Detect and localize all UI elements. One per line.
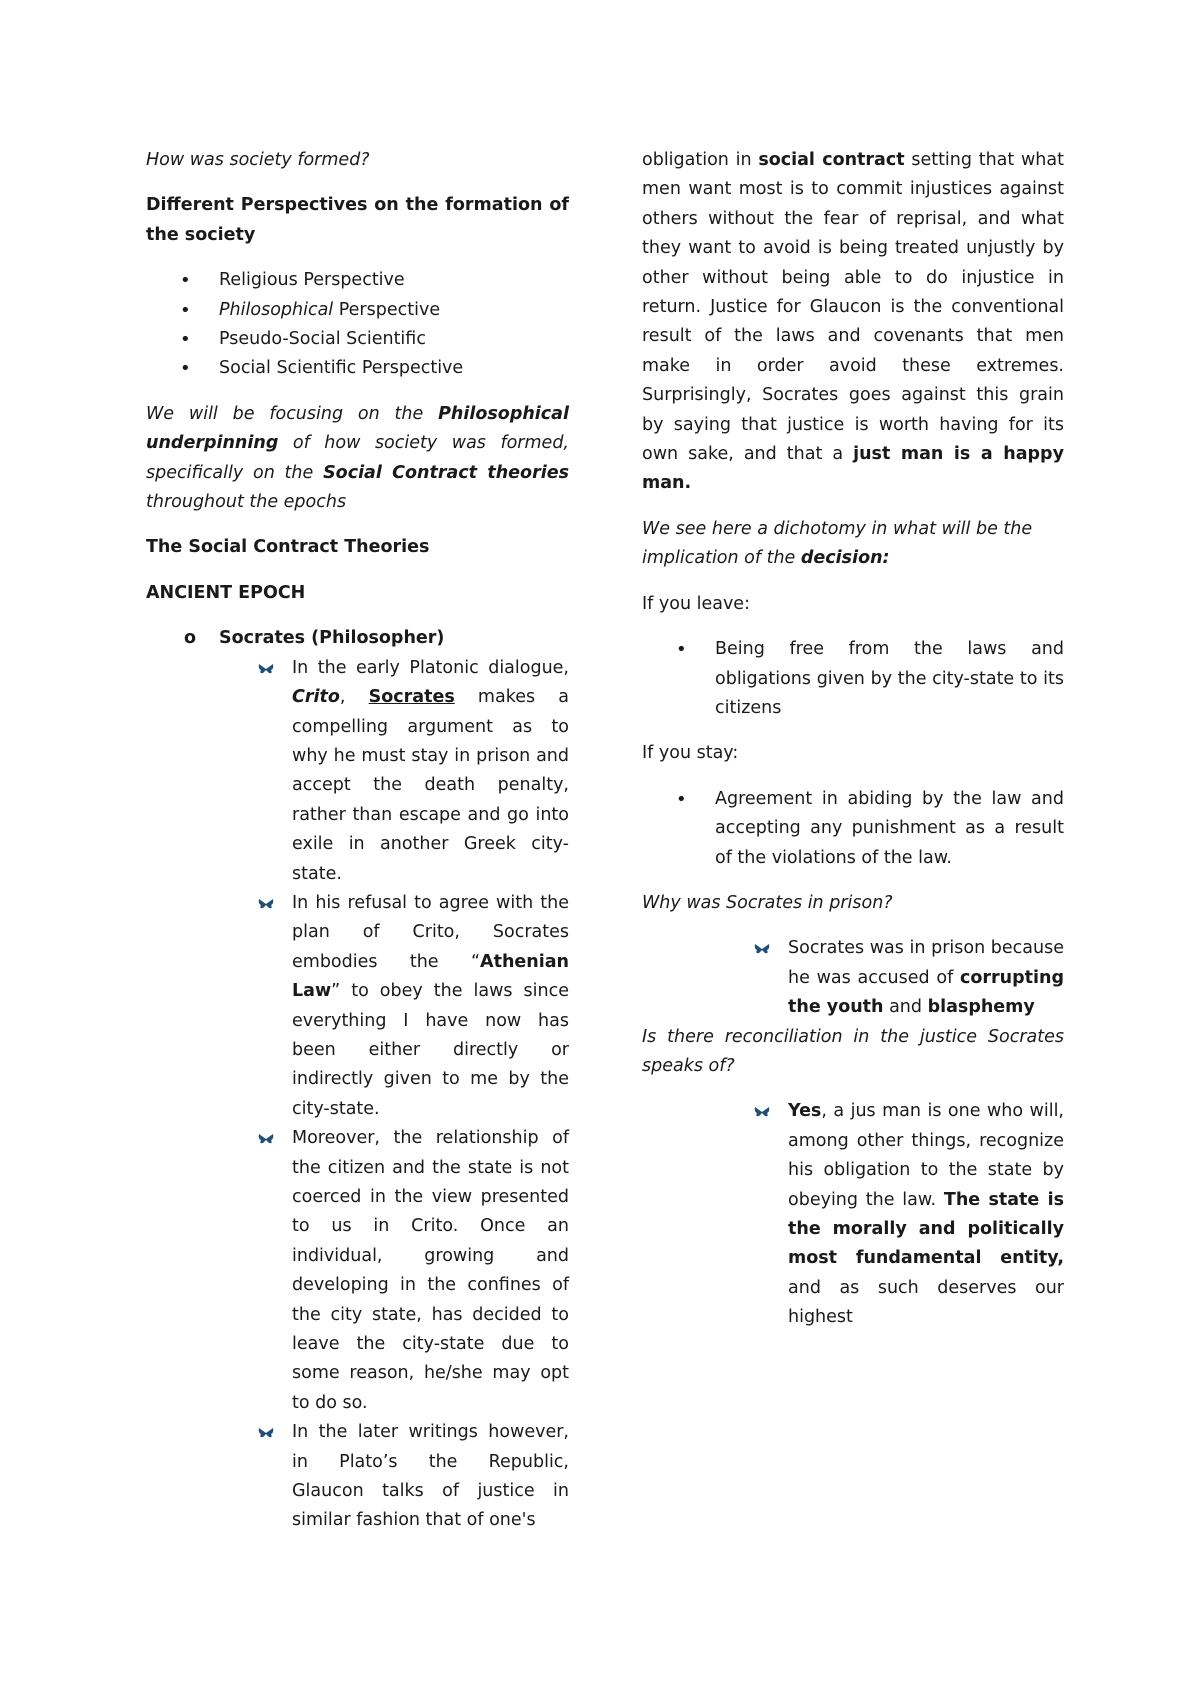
philosopher-heading: o Socrates (Philosopher) — [146, 624, 569, 653]
list-item: • Being free from the laws and obligations given by the city-state to its citizens — [642, 635, 1064, 723]
question-heading: How was society formed? — [146, 150, 370, 170]
butterfly-bullet-icon — [754, 943, 770, 955]
stay-list — [642, 785, 1064, 873]
why-answer-list — [642, 934, 1064, 1022]
theories-heading: The Social Contract Theories — [146, 537, 430, 558]
reconciliation-question: Is there reconciliation in the justice Socrates speaks of? — [642, 1026, 1064, 1076]
section-heading: Different Perspectives on the formation of the society — [146, 195, 569, 245]
list-item: In his refusal to agree with the plan of Crito, Socrates embodies the “Athenian Law” to obey the laws since everything I have now has been either directly or indirectly given to me by the city-state. — [146, 889, 569, 1124]
list-item: In the early Platonic dialogue, Crito, Socrates makes a compelling argument as to why he must stay in prison and accept the death penalty, rather than escape and go into exile in another Greek city-state. — [146, 654, 569, 889]
butterfly-bullet-icon — [258, 1133, 274, 1145]
right-column — [642, 146, 1064, 1333]
stay-label: If you stay: — [642, 743, 739, 764]
socrates-points — [146, 654, 569, 1536]
epoch-heading: ANCIENT EPOCH — [146, 582, 306, 603]
butterfly-bullet-icon — [258, 898, 274, 910]
leave-label: If you leave: — [642, 593, 750, 614]
list-item: Moreover, the relationship of the citizen and the state is not coerced in the view presented to us in Crito. Once an individual, growing and developing in the confines of the city state, has decided to leave the city-state due to some reason, he/she may opt to do so. — [146, 1124, 569, 1418]
list-item: In the later writings however, in Plato’s the Republic, Glaucon talks of justice in similar fashion that of one's — [146, 1418, 569, 1536]
list-item: • Religious Perspective — [146, 266, 569, 295]
list-item: • Pseudo-Social Scientific — [146, 325, 569, 354]
leave-list — [642, 635, 1064, 723]
continued-paragraph: obligation in social contract setting that what men want most is to commit injustices against others without the fear of reprisal, and what they want to avoid is being treated unjustly by other without being able to do injustice in return. Justice for Glaucon is the conventional result of the laws and covenants that men make in order avoid these extremes. Surprisingly, Socrates goes against this grain by saying that justice is worth having for its own sake, and that a just man is a happy man. — [642, 150, 1064, 494]
list-item: Socrates was in prison because he was accused of corrupting the youth and blasphemy — [642, 934, 1064, 1022]
why-question: Why was Socrates in prison? — [642, 892, 893, 913]
focus-paragraph: We will be focusing on the Philosophical underpinning of how society was formed, specifically on the Social Contract theories throughout the epochs — [146, 403, 569, 513]
list-item: • Philosophical Perspective — [146, 296, 569, 325]
list-item: • Social Scientific Perspective — [146, 354, 569, 383]
list-item: Yes, a jus man is one who will, among other things, recognize his obligation to the state by obeying the law. The state is the morally and politically most fundamental entity, and as such deserves our highest — [642, 1097, 1064, 1332]
butterfly-bullet-icon — [258, 663, 274, 675]
dichotomy-paragraph: We see here a dichotomy in what will be the implication of the decision: — [642, 518, 1033, 569]
reconciliation-answer-list — [642, 1097, 1064, 1332]
butterfly-bullet-icon — [258, 1427, 274, 1439]
list-item: • Agreement in abiding by the law and accepting any punishment as a result of the violations of the law. — [642, 785, 1064, 873]
butterfly-bullet-icon — [754, 1106, 770, 1118]
